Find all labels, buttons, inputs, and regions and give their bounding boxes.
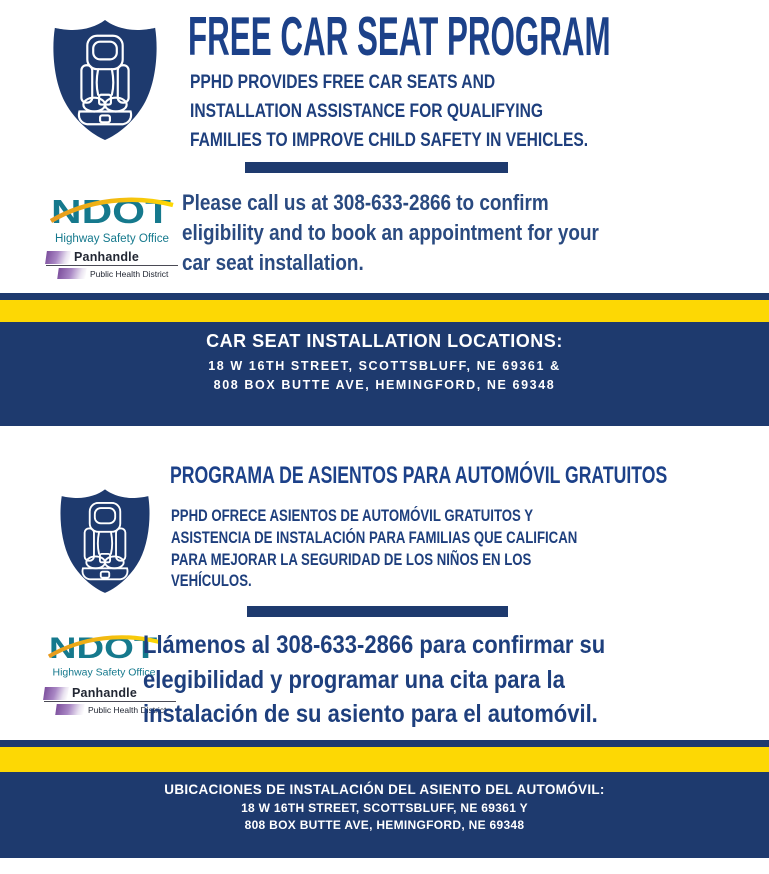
spanish-call-line-2: elegibilidad y programar una cita para la — [143, 665, 565, 694]
english-subtitle — [190, 68, 588, 155]
panhandle-logo-row — [58, 268, 178, 279]
spanish-call-line-3: instalación de su asiento para el automóvil. — [143, 700, 598, 728]
band-top-rule — [0, 740, 769, 747]
english-title: FREE CAR SEAT PROGRAM — [188, 5, 611, 67]
spanish-subtitle-line-4: VEHÍCULOS. — [171, 572, 252, 591]
spanish-subtitle — [171, 506, 577, 593]
panhandle-purple-chip-icon — [43, 687, 69, 700]
panhandle-logo — [46, 250, 178, 279]
panhandle-purple-chip-icon — [55, 704, 85, 715]
spanish-title: PROGRAMA DE ASIENTOS PARA AUTOMÓVIL GRATUITOS — [170, 462, 668, 489]
english-subtitle-line-1: PPHD PROVIDES FREE CAR SEATS AND — [190, 71, 496, 93]
band-yellow-stripe — [0, 747, 769, 772]
english-address-line-2: 808 BOX BUTTE AVE, HEMINGFORD, NE 69348 — [213, 377, 556, 392]
panhandle-purple-chip-icon — [57, 268, 87, 279]
spanish-locations-heading: UBICACIONES DE INSTALACIÓN DEL ASIENTO DEL AUTOMÓVIL: — [164, 782, 605, 797]
divider-bar-english — [245, 162, 508, 173]
car-seat-shield-icon — [48, 486, 162, 598]
spanish-subtitle-line-2: ASISTENCIA DE INSTALACIÓN PARA FAMILIAS QUE CALIFICAN — [171, 528, 578, 547]
spanish-subtitle-line-3: PARA MEJORAR LA SEGURIDAD DE LOS NIÑOS EN LOS — [171, 550, 532, 569]
spanish-address-line-1: 18 W 16TH STREET, SCOTTSBLUFF, NE 69361 Y — [241, 801, 528, 815]
panhandle-purple-chip-icon — [45, 251, 71, 264]
english-address-line-1: 18 W 16TH STREET, SCOTTSBLUFF, NE 69361 & — [208, 359, 561, 373]
spanish-address-line-2: 808 BOX BUTTE AVE, HEMINGFORD, NE 69348 — [244, 818, 525, 832]
spanish-call-line-1: Llámenos al 308-633-2866 para confirmar su — [143, 631, 606, 659]
english-subtitle-line-3: FAMILIES TO IMPROVE CHILD SAFETY IN VEHICLES. — [190, 129, 589, 151]
ndot-acronym: NDOT — [51, 193, 171, 230]
ndot-subtitle: Highway Safety Office — [52, 667, 156, 679]
panhandle-name: Panhandle — [72, 686, 138, 700]
english-call-text — [182, 188, 599, 278]
english-call-line-1: Please call us at 308-633-2866 to confirm — [182, 190, 549, 215]
spanish-locations-addresses — [0, 800, 769, 834]
english-locations-addresses — [0, 357, 769, 394]
panhandle-subtitle: Public Health District — [90, 268, 169, 279]
divider-bar-spanish — [247, 606, 508, 617]
band-top-rule — [0, 293, 769, 300]
ndot-logo — [50, 192, 174, 248]
english-call-line-2: eligibility and to book an appointment for your — [182, 220, 599, 245]
ndot-acronym: NDOT — [48, 632, 158, 666]
panhandle-name: Panhandle — [74, 250, 140, 264]
english-locations-heading: CAR SEAT INSTALLATION LOCATIONS: — [206, 331, 563, 351]
band-yellow-stripe — [0, 300, 769, 322]
spanish-subtitle-line-1: PPHD OFRECE ASIENTOS DE AUTOMÓVIL GRATUITOS Y — [171, 507, 534, 525]
panhandle-logo-row — [46, 250, 178, 266]
car-seat-shield-icon — [46, 12, 164, 150]
spanish-call-text — [143, 628, 605, 732]
ndot-subtitle: Highway Safety Office — [55, 233, 169, 245]
panhandle-subtitle: Public Health District — [88, 704, 167, 715]
english-call-line-3: car seat installation. — [182, 250, 364, 275]
english-subtitle-line-2: INSTALLATION ASSISTANCE FOR QUALIFYING — [190, 100, 544, 122]
